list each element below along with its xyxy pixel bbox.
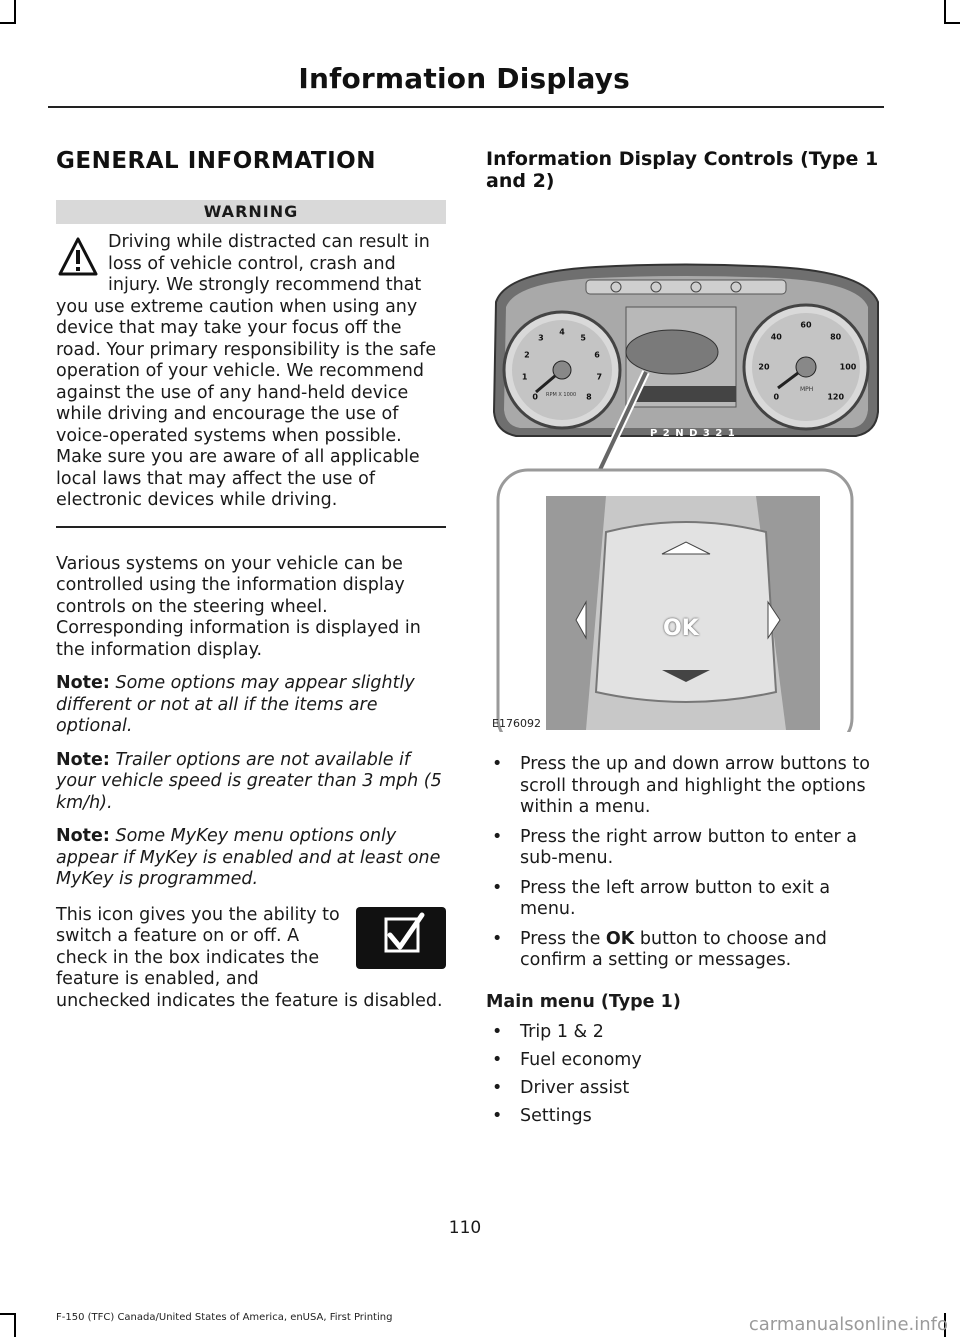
- watermark: carmanualsonline.info: [748, 1314, 948, 1335]
- main-menu-title: Main menu (Type 1): [486, 991, 681, 1012]
- speedo-tick-label: 40: [770, 332, 782, 342]
- list-item: • Press the right arrow button to enter a sub-menu.: [486, 827, 886, 870]
- speedo-tick-label: 80: [830, 332, 842, 342]
- instrument-cluster-diagram: [486, 212, 886, 732]
- section-title-display-controls: Information Display Controls (Type 1 and 2): [486, 148, 879, 192]
- checkbox-icon: [356, 907, 446, 969]
- warning-text: Driving while distracted can result in loss of vehicle control, crash and injury. We strongly recommend that you use extreme caution when using any device that may take your focus off the road. Your primary responsibility is the safe operation of your vehicle. We recommend against the use of any hand-held device while driving and encourage the use of voice-operated systems when possible. Make sure you are aware of all applicable local laws that may affect the use of electronic devices while driving.: [56, 232, 437, 510]
- list-item: [486, 929, 886, 972]
- tach-tick-label: 3: [538, 333, 544, 343]
- figure-id: E176092: [492, 717, 541, 730]
- mph-label: MPH: [800, 386, 814, 393]
- tach-tick-label: 2: [524, 350, 530, 360]
- tach-tick-label: 8: [586, 392, 592, 402]
- page-header-title: Information Displays: [298, 62, 630, 95]
- tach-tick-label: 5: [580, 333, 586, 343]
- checkbox-explanation-text: This icon gives you the ability to switch a feature on or off. A check in the box indicates the feature is enabled, and unchecked indicates the feature is disabled.: [56, 904, 443, 1011]
- tach-tick-label: 4: [559, 327, 565, 337]
- cluster-illustration: [486, 212, 886, 732]
- list-item: • Press the left arrow button to exit a menu.: [486, 878, 886, 921]
- tach-tick-label: 6: [594, 350, 600, 360]
- ok-button-label: OK: [663, 616, 699, 641]
- header-rule: [48, 106, 884, 108]
- gear-indicator-text: P 2 N D 3 2 1: [650, 428, 736, 439]
- note-text: Some MyKey menu options only appear if MyKey is enabled and at least one MyKey is programmed.: [56, 826, 441, 889]
- warning-triangle-icon: [58, 236, 98, 280]
- menu-item: • Driver assist: [486, 1078, 886, 1099]
- list-item-pre: Press the: [520, 928, 606, 949]
- speedo-tick-label: 100: [839, 362, 857, 372]
- rpm-label: RPM X 1000: [546, 392, 577, 398]
- speedo-tick-label: 60: [800, 320, 812, 330]
- warning-label: WARNING: [56, 200, 446, 224]
- speedo-tick-label: 120: [827, 392, 845, 402]
- list-item: • Press the up and down arrow buttons to scroll through and highlight the options within a menu.: [486, 754, 886, 819]
- tach-tick-label: 7: [596, 372, 603, 382]
- crop-mark-bottom-left-v: [14, 1313, 16, 1337]
- crop-mark-bottom-left-h: [0, 1313, 16, 1315]
- section-title-general-information: GENERAL INFORMATION: [56, 148, 376, 174]
- crop-mark-top-right-v: [944, 0, 946, 24]
- note-label: Note:: [56, 749, 110, 770]
- right-column: [486, 140, 886, 1134]
- note-text: Trailer options are not available if your vehicle speed is greater than 3 mph (5 km/h).: [56, 749, 442, 813]
- footer-text: F-150 (TFC) Canada/United States of America, enUSA, First Printing: [56, 1312, 393, 1323]
- checkbox-explanation: [56, 905, 446, 1013]
- left-column: [56, 140, 446, 1012]
- list-item-post: button to choose and confirm a setting or messages.: [520, 928, 827, 970]
- note-2: [56, 750, 446, 815]
- note-label: Note:: [56, 826, 110, 846]
- page-number: 110: [448, 1218, 482, 1238]
- speedo-tick-label: 20: [758, 362, 770, 372]
- menu-item: • Trip 1 & 2: [486, 1022, 886, 1043]
- menu-item: • Fuel economy: [486, 1050, 886, 1071]
- note-3: [56, 826, 446, 891]
- note-label: Note:: [56, 673, 110, 693]
- menu-item: • Settings: [486, 1106, 886, 1127]
- controls-bullet-list: [486, 754, 886, 972]
- warning-rule: [56, 526, 446, 528]
- speedo-tick-label: 0: [773, 392, 780, 402]
- tach-tick-label: 0: [532, 392, 538, 402]
- checkmark-icon: [356, 907, 446, 969]
- main-menu-list: [486, 1022, 886, 1127]
- note-text: Some options may appear slightly different or not at all if the items are optional.: [56, 673, 415, 736]
- list-item-bold: OK: [605, 928, 635, 949]
- crop-mark-top-left-h: [0, 22, 16, 24]
- crop-mark-top-left-v: [14, 0, 16, 24]
- note-1: [56, 673, 446, 738]
- warning-block: [56, 232, 446, 512]
- tach-tick-label: 1: [521, 372, 528, 382]
- intro-paragraph: Various systems on your vehicle can be controlled using the information display controls on the steering wheel. Corresponding information is displayed in the information display.: [56, 553, 421, 660]
- crop-mark-top-right-h: [944, 22, 960, 24]
